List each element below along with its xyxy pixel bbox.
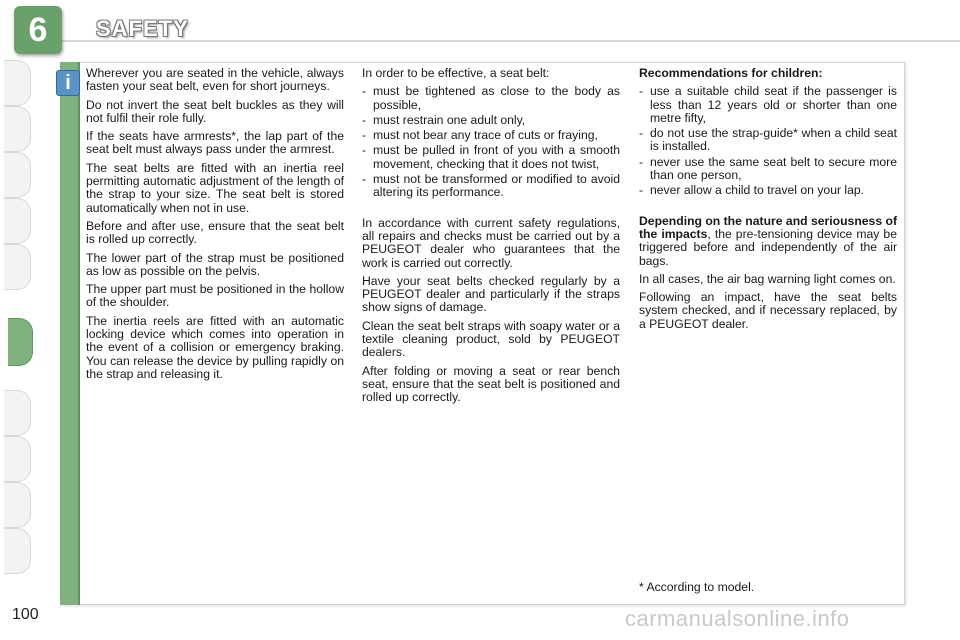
footnote: * According to model. <box>639 580 755 594</box>
chapter-tab[interactable] <box>4 244 31 290</box>
seat-belt-requirements-list <box>362 85 620 199</box>
list-item: - must be pulled in front of you with a smooth movement, checking that it does not twist, <box>362 144 620 171</box>
list-item: - must not be transformed or modified to avoid altering its performance. <box>362 173 620 200</box>
list-item: - never allow a child to travel on your lap. <box>639 184 897 197</box>
paragraph: Wherever you are seated in the vehicle, always fasten your seat belt, even for short journeys. <box>86 66 344 94</box>
paragraph: Before and after use, ensure that the seat belt is rolled up correctly. <box>86 218 344 247</box>
chapter-tab[interactable] <box>4 60 31 106</box>
chapter-number-badge: 6 <box>14 6 62 54</box>
column-middle <box>362 67 620 410</box>
paragraph: Clean the seat belt straps with soapy water or a textile cleaning product, sold by PEUGEOT dealers. <box>362 318 620 360</box>
paragraph: Have your seat belts checked regularly by a PEUGEOT dealer and particularly if the straps show signs of damage. <box>362 273 620 315</box>
paragraph: The seat belts are fitted with an inertia reel permitting automatic adjustment of the length of the strap to your size. The seat belt is stored automatically when not in use. <box>86 160 344 215</box>
impact-bold-text: Depending on the nature and seriousness of the impacts <box>639 213 898 241</box>
page-title: SAFETY <box>96 16 189 41</box>
chapter-tab[interactable] <box>4 482 31 528</box>
paragraph: Do not invert the seat belt buckles as they will not fulfil their role fully. <box>86 97 344 125</box>
paragraph: In accordance with current safety regulations, all repairs and checks must be carried out by a PEUGEOT dealer who guarantees that the work is carried out correctly. <box>362 215 620 270</box>
paragraph: If the seats have armrests*, the lap part of the seat belt must always pass under the armrest. <box>86 129 344 157</box>
impact-text: , the pre-tensioning device may be triggered before and independently of the air bags. <box>639 226 897 268</box>
chapter-tab-strip <box>0 60 34 580</box>
paragraph: After folding or moving a seat or rear bench seat, ensure that the seat belt is positioned and rolled up correctly. <box>362 363 620 405</box>
list-item: - must be tightened as close to the body as possible, <box>362 85 620 112</box>
list-item: - must not bear any trace of cuts or fraying, <box>362 129 620 142</box>
impact-paragraph <box>639 215 897 268</box>
paragraph: The lower part of the strap must be positioned as low as possible on the pelvis. <box>86 250 344 278</box>
paragraph: Following an impact, have the seat belts system checked, and if necessary replaced, by a PEUGEOT dealer. <box>639 290 897 331</box>
section-heading: Recommendations for children: <box>639 66 823 80</box>
list-intro: In order to be effective, a seat belt: <box>362 66 550 80</box>
panel-accent-bar <box>60 62 80 605</box>
paragraph: The upper part must be positioned in the hollow of the shoulder. <box>86 282 344 310</box>
chapter-tab[interactable] <box>4 198 31 244</box>
paragraph: The inertia reels are fitted with an automatic locking device which comes into operation in the event of a collision or emergency braking. You can release the device by pulling rapidly on the strap and releasing it. <box>86 313 344 381</box>
chapter-tab[interactable] <box>4 390 31 436</box>
chapter-tab[interactable] <box>4 106 31 152</box>
chapter-tab-active[interactable] <box>8 318 33 366</box>
list-item: - never use the same seat belt to secure more than one person, <box>639 156 897 183</box>
chapter-tab[interactable] <box>4 436 31 482</box>
watermark: carmanualsonline.info <box>625 606 850 631</box>
chapter-tab[interactable] <box>4 528 31 574</box>
info-icon: i <box>56 70 80 96</box>
child-recommendations-list <box>639 85 897 197</box>
list-item: - must restrain one adult only, <box>362 114 620 127</box>
list-item: - use a suitable child seat if the passenger is less than 12 years old or shorter than one metre fifty, <box>639 85 897 125</box>
list-item: - do not use the strap-guide* when a child seat is installed. <box>639 127 897 154</box>
page-number: 100 <box>12 606 39 623</box>
column-left <box>86 67 344 386</box>
chapter-tab[interactable] <box>4 152 31 198</box>
column-right <box>639 67 897 336</box>
paragraph: In all cases, the air bag warning light comes on. <box>639 271 896 286</box>
